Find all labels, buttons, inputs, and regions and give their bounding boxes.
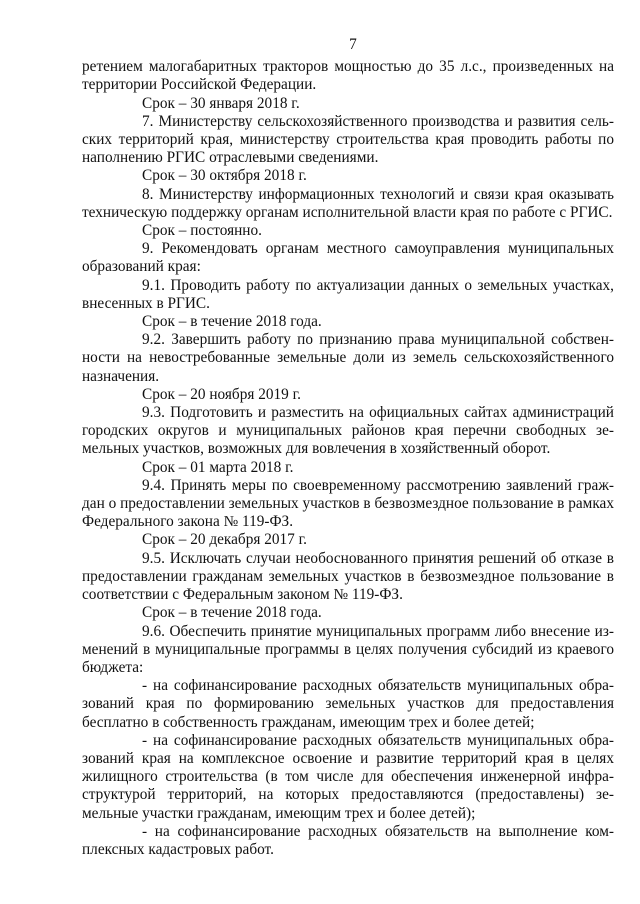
- paragraph: 7. Министерству сельскохозяйственного производства и развития сельских территорий края, министерству строительства края проводить работы по наполнению РГИС отраслевыми сведениями.: [82, 112, 614, 167]
- paragraph: Срок – 01 марта 2018 г.: [142, 458, 294, 476]
- paragraph: Срок – 20 декабря 2017 г.: [142, 531, 307, 549]
- paragraph: 9.5. Исключать случаи необоснованного принятия решений об отказе в предоставлении гражданам земельных участков в безвозмездное пользование в соответствии с Федеральным законом № 119-ФЗ.: [82, 549, 614, 604]
- paragraph: Срок – 30 января 2018 г.: [142, 94, 300, 112]
- paragraph: 9.2. Завершить работу по признанию права муниципальной собственности на невостребованные земельные доли из земель сельскохозяйственного назначения.: [82, 331, 614, 385]
- document-body: [82, 58, 614, 859]
- paragraph: 9.4. Принять меры по своевременному рассмотрению заявлений граждан о предоставлении земельных участков в безвозмездное пользование в рамках Федерального закона № 119-ФЗ.: [82, 476, 614, 531]
- paragraph: Срок – 30 октября 2018 г.: [142, 167, 307, 185]
- paragraph: Срок – 20 ноября 2019 г.: [142, 385, 302, 403]
- paragraph: 9.6. Обеспечить принятие муниципальных программ либо внесение изменений в муниципальные программы в целях получения субсидий из краевого бюджета:: [82, 622, 614, 676]
- paragraph: ретением малогабаритных тракторов мощностью до 35 л.с., произведенных на территории Российской Федерации.: [82, 58, 614, 94]
- paragraph: - на софинансирование расходных обязательств на выполнение комплексных кадастровых работ.: [82, 822, 614, 858]
- paragraph: 9.3. Подготовить и разместить на официальных сайтах администраций городских округов и муниципальных районов края перечни свободных земельных участков, возможных для вовлечения в хозяйственный оборот.: [82, 404, 614, 458]
- paragraph: - на софинансирование расходных обязательств муниципальных образований края на комплексное освоение и развитие территорий края в целях жилищного строительства (в том числе для обеспечения инженерной инфраструктурой территорий, на которых предоставляются (предоставлены) земельные участки гражданам, имеющим трех и более детей);: [82, 731, 614, 822]
- paragraph: - на софинансирование расходных обязательств муниципальных образований края по формированию земельных участков для предоставления бесплатно в собственность гражданам, имеющим трех и более детей;: [82, 677, 614, 731]
- paragraph: 8. Министерству информационных технологий и связи края оказывать техническую поддержку органам исполнительной власти края по работе с РГИС.: [82, 185, 614, 221]
- paragraph: Срок – в течение 2018 года.: [142, 604, 322, 622]
- paragraph: 9.1. Проводить работу по актуализации данных о земельных участках, внесенных в РГИС.: [82, 276, 614, 312]
- paragraph: 9. Рекомендовать органам местного самоуправления муниципальных образований края:: [82, 240, 614, 276]
- paragraph: Срок – в течение 2018 года.: [142, 313, 322, 331]
- paragraph: Срок – постоянно.: [142, 222, 262, 240]
- page-number: 7: [349, 36, 357, 53]
